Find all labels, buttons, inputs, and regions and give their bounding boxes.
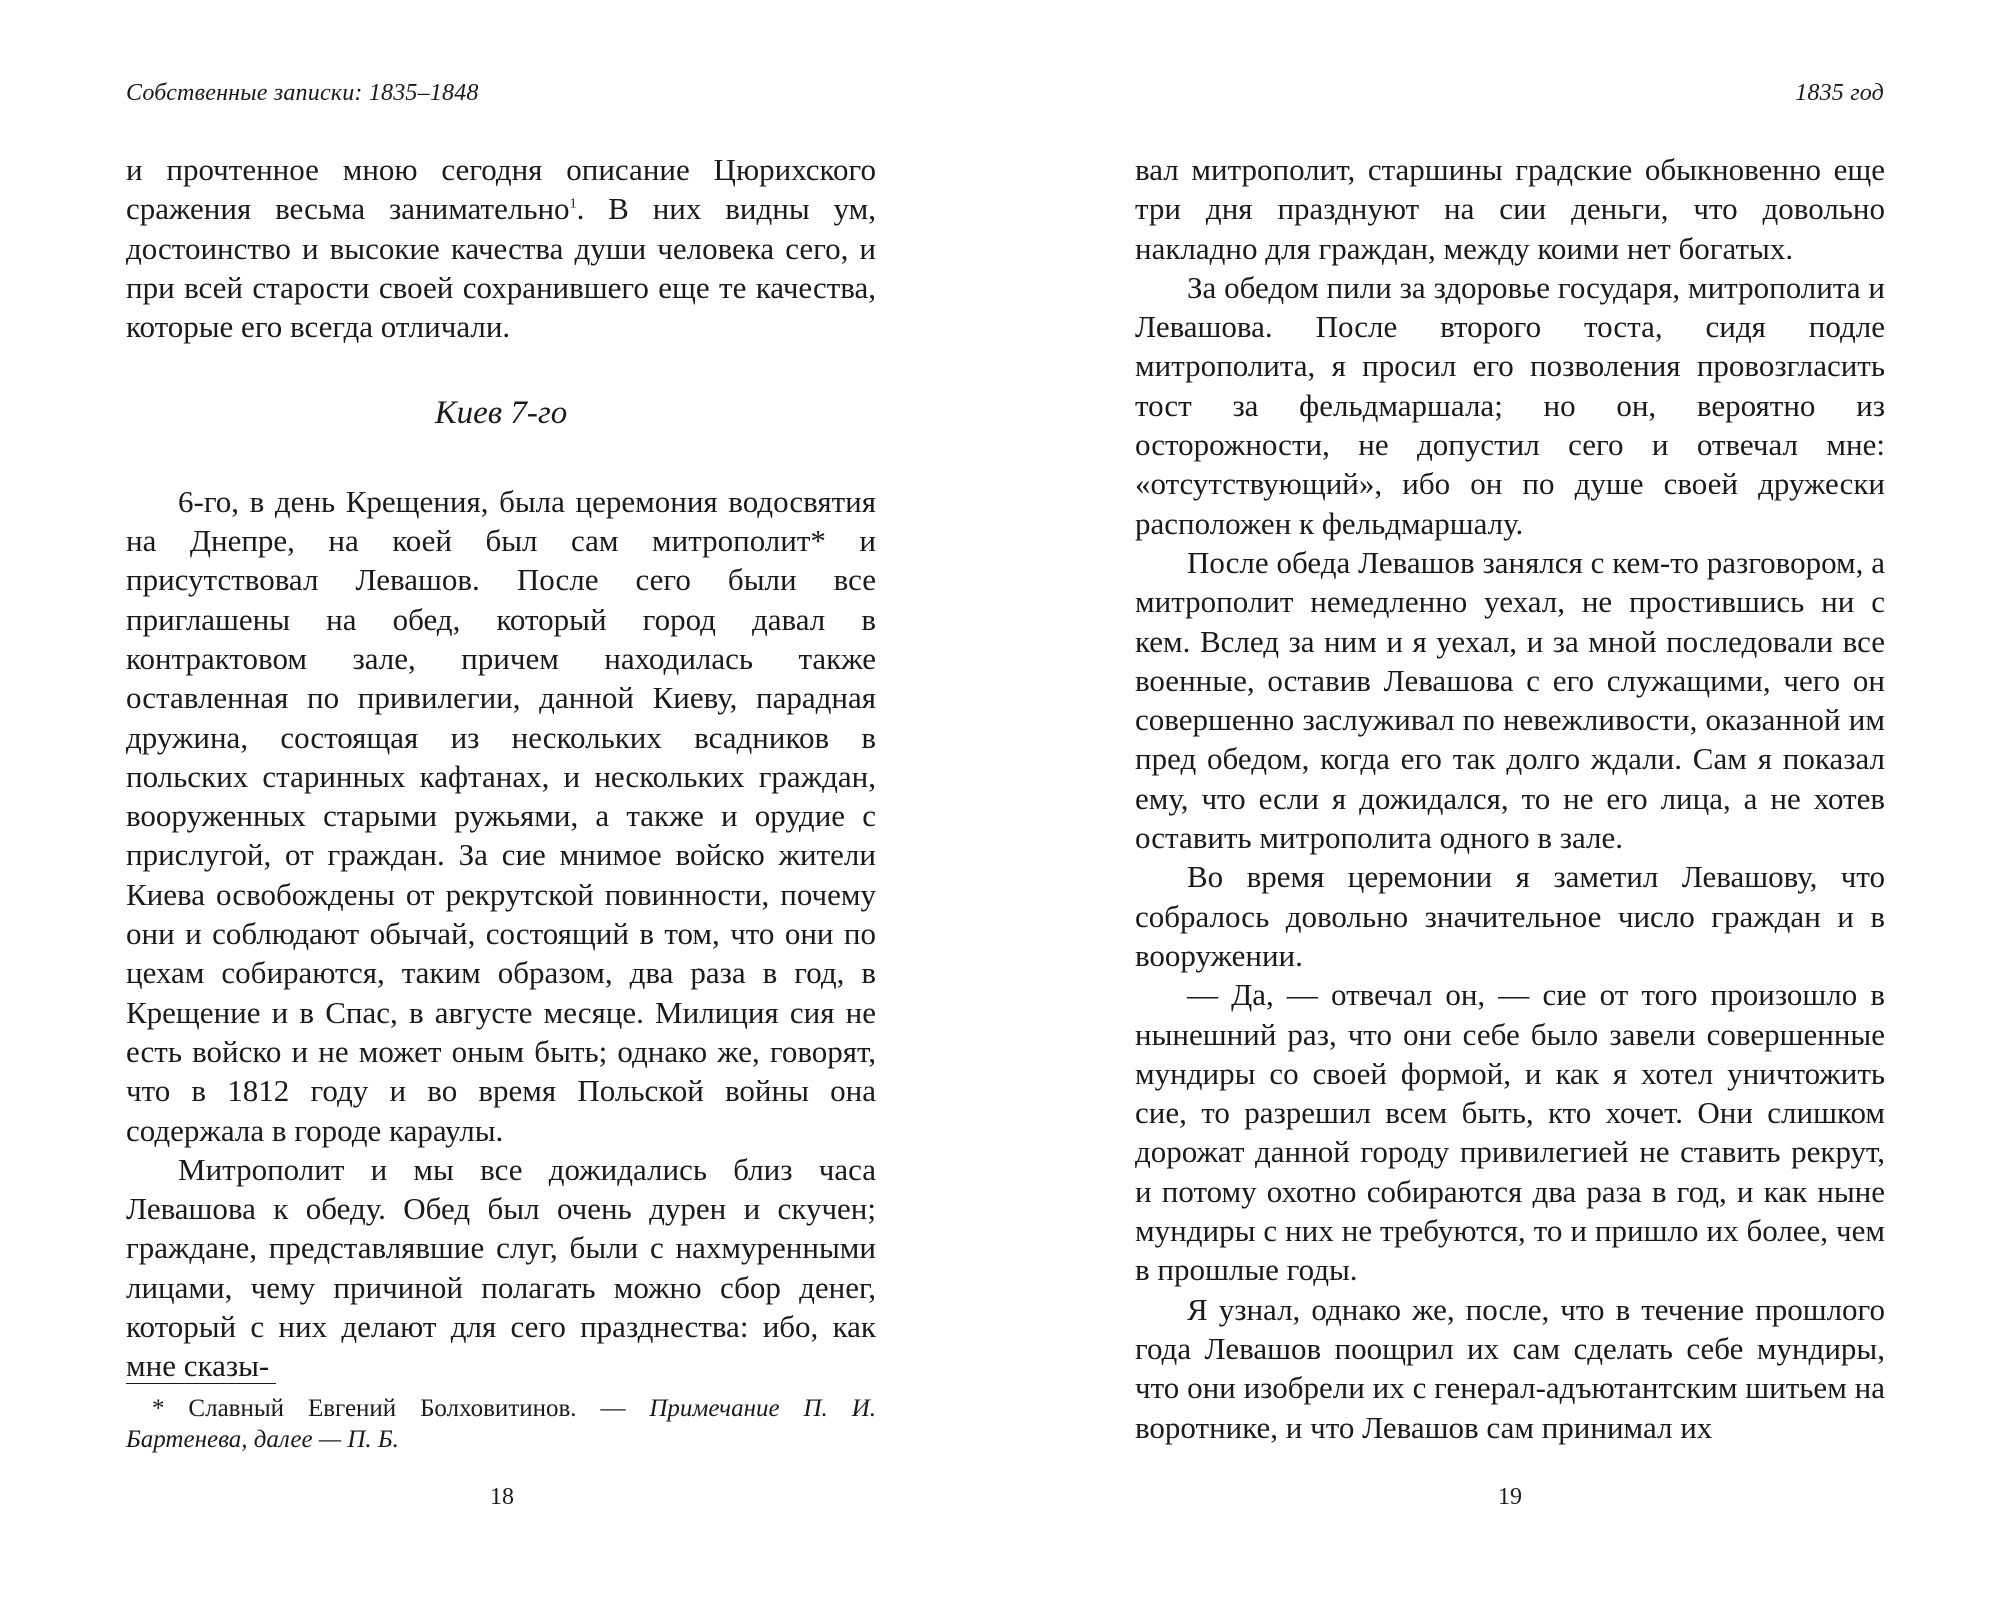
footnote-rule [126, 1383, 276, 1384]
running-head-right: 1835 год [1795, 80, 1884, 106]
footnote-reference: 1 [569, 196, 577, 212]
footnote [126, 1393, 876, 1455]
dialogue-paragraph: — Да, — отвечал он, — сие от того произошло в нынешний раз, что они себе было завели совершенные мундиры со своей формой, и как я хотел уничтожить сие, то разрешил всем быть, кто хочет. Они слишком дорожат данной городу привилегией не ставить рекрут, и потому охотно собираются два раза в год, и как ныне мундиры с них не требуются, то и пришло их более, чем в прошлые годы. [1135, 977, 1885, 1288]
paragraph: Митрополит и мы все дожидались близ часа Левашова к обеду. Обед был очень дурен и скучен; граждане, представлявшие слуг, были с нахмуренными лицами, чему причиной полагать можно сбор денег, который с них делают для сего празднества: ибо, как мне сказы- [126, 1151, 876, 1384]
paragraph: Во время церемонии я заметил Левашову, что собралось довольно значительное число граждан и в вооружении. [1135, 859, 1885, 973]
left-body-text [126, 150, 876, 1386]
footnote-marker: * [152, 1395, 165, 1422]
paragraph: Я узнал, однако же, после, что в течение прошлого года Левашов поощрил их сам сделать себе мундиры, что они изобрели их с генерал-адъютантским шитьем на воротнике, и что Левашов сам принимал их [1135, 1291, 1885, 1445]
paragraph: После обеда Левашов занялся с кем-то разговором, а митрополит немедленно уехал, не простившись ни с кем. Вслед за ним и я уехал, и за мной последовали все военные, оставив Левашова с его служащими, чего он совершенно заслуживал по невежливости, оказанной им пред обедом, когда его так долго ждали. Сам я показал ему, что если я дожидался, то не его лица, а не хотев оставить митрополита одного в зале. [1135, 544, 1885, 856]
right-body-text [1135, 150, 1885, 1447]
paragraph-continuation [126, 150, 876, 346]
page-number-right: 19 [1498, 1484, 1522, 1510]
footnote-text: Славный Евгений Болховитинов. — [188, 1395, 650, 1422]
paragraph: 6-го, в день Крещения, была церемония водосвятия на Днепре, на коей был сам митрополит* и присутствовал Левашов. После сего были все приглашены на обед, который город давал в контрактовом зале, причем находилась также оставленная по привилегии, данной Киеву, парадная дружина, состоящая из нескольких всадников в польских старинных кафтанах, и нескольких граждан, вооруженных старыми ружьями, а также и орудие с прислугой, от граждан. За сие мнимое войско жители Киева освобождены от рекрутской повинности, почему они и соблюдают обычай, состоящий в том, что они по цехам собираются, таким образом, два раза в год, в Крещение и в Спас, в августе месяце. Милиция сия не есть войско и не может оным быть; однако же, говорят, что в 1812 году и во время Польской войны она содержала в городе караулы. [126, 483, 876, 1148]
section-heading: Киев 7-го [434, 395, 568, 432]
right-page [1000, 0, 2000, 1600]
footnote-italic-text: Примечание П. И. Бартенева, далее — П. Б. [126, 1395, 877, 1453]
paragraph-continuation: вал митрополит, старшины градские обыкновенно еще три дня празднуют на сии деньги, что довольно накладно для граждан, между коими нет богатых. [1135, 152, 1885, 266]
page-number-left: 18 [490, 1484, 514, 1510]
paragraph-text-tail: . В них видны ум, достоинство и высокие качества души человека сего, и при всей старости своей сохранившего еще те качества, которые его всегда отличали. [126, 191, 877, 345]
paragraph: За обедом пили за здоровье государя, митрополита и Левашова. После второго тоста, сидя подле митрополита, я просил его позволения провозгласить тост за фельдмаршала; но он, вероятно из осторожности, не допустил сего и отвечал мне: «отсутствующий», ибо он по душе своей дружески расположен к фельдмаршалу. [1135, 269, 1885, 541]
running-head-left: Собственные записки: 1835–1848 [126, 80, 479, 106]
paragraph-text: и прочтенное мною сегодня описание Цюрихского сражения весьма занимательно [126, 152, 876, 227]
